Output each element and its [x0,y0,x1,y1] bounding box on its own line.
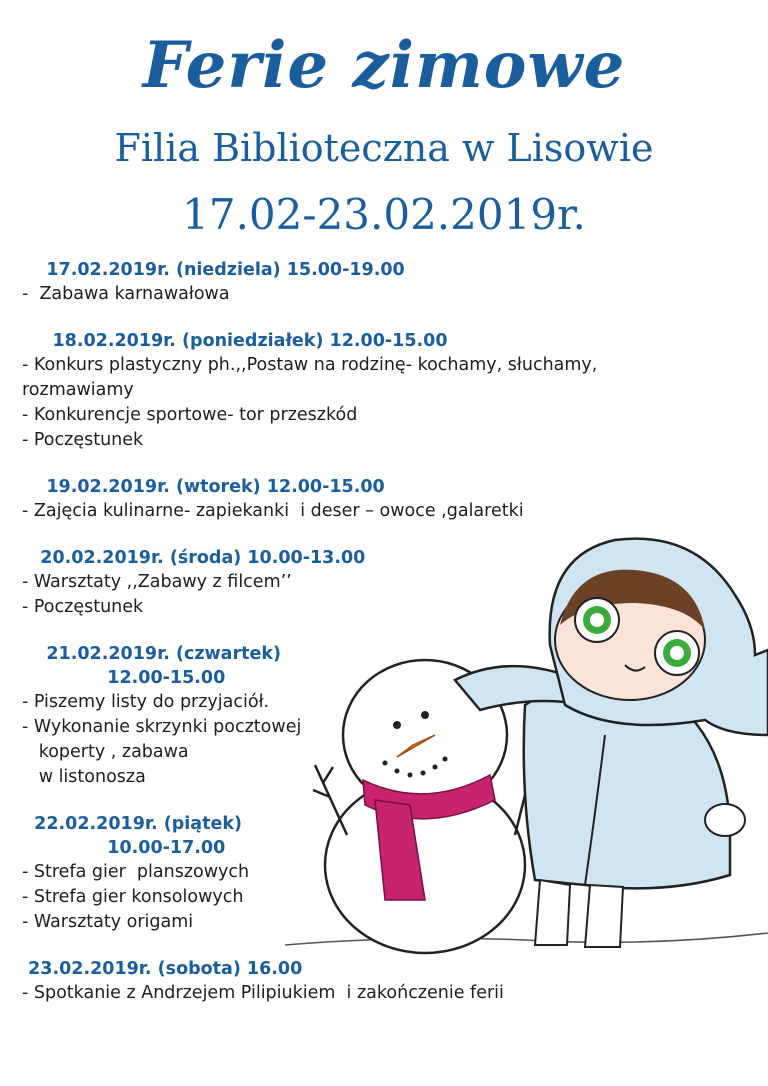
day-heading: 22.02.2019r. (piątek) [22,814,242,834]
schedule-day [22,258,722,307]
schedule-day [22,329,722,453]
activity-item: w listonosza [22,767,146,787]
activity-item: koperty , zabawa [22,742,189,762]
poster-subtitle: Filia Biblioteczna w Lisowie [114,126,654,170]
activity-item: - Warsztaty origami [22,912,194,932]
activity-item: - Piszemy listy do przyjaciół. [22,692,270,712]
schedule [22,258,722,1028]
activity-item: - Wykonanie skrzynki pocztowej [22,717,302,737]
activity-item: - Konkurencje sportowe- tor przeszkód [22,405,358,425]
activity-item: - Strefa gier planszowych [22,862,250,882]
day-heading: 17.02.2019r. (niedziela) 15.00-19.00 [22,260,405,280]
schedule-day [22,642,722,790]
schedule-day [22,546,722,620]
day-heading: 10.00-17.00 [22,838,226,858]
day-heading: 21.02.2019r. (czwartek) [22,644,281,664]
activity-item: - Konkurs plastyczny ph.,,Postaw na rodzinę- kochamy, słuchamy, [22,355,598,375]
activity-item: rozmawiamy [22,380,134,400]
activity-item: - Spotkanie z Andrzejem Pilipiukiem i zakończenie ferii [22,983,504,1003]
day-heading: 23.02.2019r. (sobota) 16.00 [22,959,303,979]
activity-item: - Warsztaty ,,Zabawy z filcem’’ [22,572,292,592]
activity-item: - Strefa gier konsolowych [22,887,244,907]
activity-item: - Poczęstunek [22,430,144,450]
day-heading: 20.02.2019r. (środa) 10.00-13.00 [22,548,366,568]
activity-item: - Zajęcia kulinarne- zapiekanki i deser – owoce ,galaretki [22,501,524,521]
schedule-day [22,812,722,935]
day-heading: 18.02.2019r. (poniedziałek) 12.00-15.00 [22,331,448,351]
poster-date-range: 17.02-23.02.2019r. [182,190,586,239]
day-heading: 19.02.2019r. (wtorek) 12.00-15.00 [22,477,385,497]
day-heading: 12.00-15.00 [22,668,226,688]
activity-item: - Poczęstunek [22,597,144,617]
schedule-day [22,475,722,524]
poster-title: Ferie zimowe [142,28,626,103]
schedule-day [22,957,722,1006]
activity-item: - Zabawa karnawałowa [22,284,230,304]
